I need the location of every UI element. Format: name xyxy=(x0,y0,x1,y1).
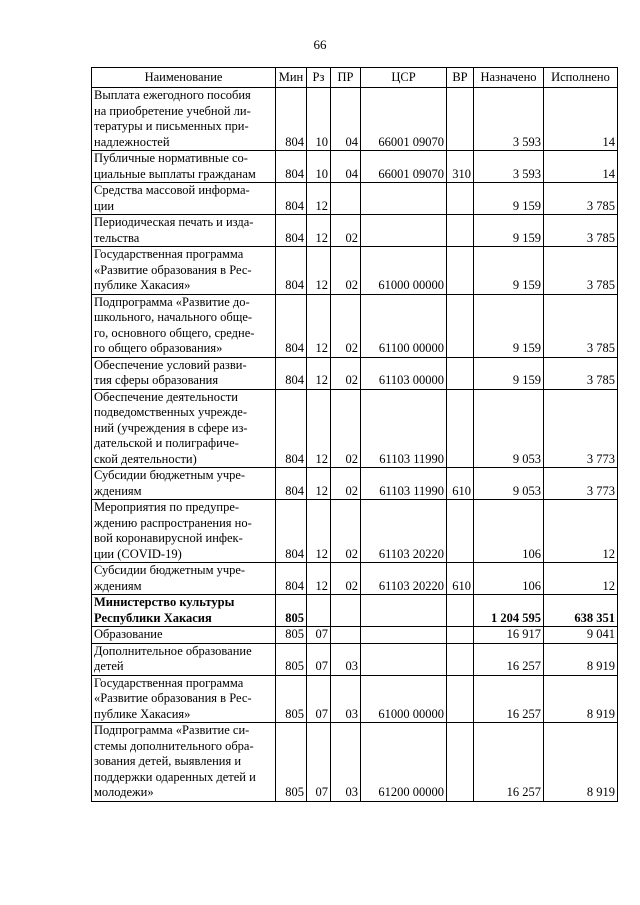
cell-csr: 61103 20220 xyxy=(361,500,447,563)
cell-rz xyxy=(307,595,331,627)
table-row xyxy=(92,595,618,627)
cell-pr: 03 xyxy=(331,643,361,675)
table-row xyxy=(92,500,618,563)
cell-pr: 02 xyxy=(331,500,361,563)
cell-min: 805 xyxy=(276,627,307,644)
cell-vr: 610 xyxy=(447,468,474,500)
cell-rz: 12 xyxy=(307,563,331,595)
cell-name: Обеспечение условий разви- тия сферы образования xyxy=(92,357,276,389)
cell-vr xyxy=(447,88,474,151)
cell-name: Подпрограмма «Развитие до- школьного, начального обще- го, основного общего, средне- го общего образования» xyxy=(92,294,276,357)
cell-csr: 61103 00000 xyxy=(361,357,447,389)
cell-name: Министерство культуры Республики Хакасия xyxy=(92,595,276,627)
table-row xyxy=(92,627,618,644)
column-header-name: Наименование xyxy=(92,68,276,88)
cell-name: Периодическая печать и изда- тельства xyxy=(92,215,276,247)
cell-name: Обеспечение деятельности подведомственных учрежде- ний (учреждения в сфере из- дательской и полиграфиче- ской деятельности) xyxy=(92,389,276,468)
cell-csr: 66001 09070 xyxy=(361,151,447,183)
cell-assigned: 3 593 xyxy=(474,151,544,183)
column-header-executed: Исполнено xyxy=(544,68,618,88)
cell-pr xyxy=(331,627,361,644)
column-header-pr: ПР xyxy=(331,68,361,88)
cell-csr: 61000 00000 xyxy=(361,675,447,723)
cell-vr xyxy=(447,595,474,627)
cell-assigned: 106 xyxy=(474,563,544,595)
cell-pr: 02 xyxy=(331,468,361,500)
cell-executed: 8 919 xyxy=(544,723,618,802)
cell-vr xyxy=(447,247,474,295)
cell-csr xyxy=(361,643,447,675)
cell-pr: 02 xyxy=(331,357,361,389)
cell-executed: 3 773 xyxy=(544,468,618,500)
cell-vr xyxy=(447,723,474,802)
table-row xyxy=(92,247,618,295)
table-row xyxy=(92,151,618,183)
cell-executed: 12 xyxy=(544,500,618,563)
column-header-rz: Рз xyxy=(307,68,331,88)
cell-min: 805 xyxy=(276,675,307,723)
table-row xyxy=(92,294,618,357)
cell-name: Государственная программа «Развитие образования в Рес- публике Хакасия» xyxy=(92,247,276,295)
cell-min: 804 xyxy=(276,357,307,389)
cell-min: 804 xyxy=(276,247,307,295)
cell-pr: 03 xyxy=(331,675,361,723)
cell-csr xyxy=(361,183,447,215)
cell-vr: 310 xyxy=(447,151,474,183)
cell-min: 804 xyxy=(276,151,307,183)
cell-csr: 66001 09070 xyxy=(361,88,447,151)
cell-pr xyxy=(331,595,361,627)
cell-name: Государственная программа «Развитие образования в Рес- публике Хакасия» xyxy=(92,675,276,723)
cell-assigned: 9 159 xyxy=(474,215,544,247)
cell-pr: 02 xyxy=(331,294,361,357)
cell-vr xyxy=(447,357,474,389)
cell-assigned: 16 257 xyxy=(474,723,544,802)
cell-vr xyxy=(447,643,474,675)
page-number: 66 xyxy=(313,37,327,52)
cell-executed: 14 xyxy=(544,88,618,151)
cell-csr: 61000 00000 xyxy=(361,247,447,295)
cell-min: 804 xyxy=(276,563,307,595)
cell-name: Субсидии бюджетным учре- ждениям xyxy=(92,468,276,500)
cell-name: Выплата ежегодного пособия на приобретение учебной ли- тературы и письменных при- надлежностей xyxy=(92,88,276,151)
cell-min: 804 xyxy=(276,500,307,563)
cell-executed: 3 785 xyxy=(544,294,618,357)
cell-rz: 10 xyxy=(307,151,331,183)
table-row xyxy=(92,563,618,595)
cell-executed: 12 xyxy=(544,563,618,595)
budget-table xyxy=(91,67,618,802)
cell-csr: 61103 11990 xyxy=(361,389,447,468)
header-row xyxy=(92,68,618,88)
cell-executed: 8 919 xyxy=(544,675,618,723)
cell-executed: 3 785 xyxy=(544,183,618,215)
cell-csr xyxy=(361,595,447,627)
cell-pr: 02 xyxy=(331,563,361,595)
cell-rz: 10 xyxy=(307,88,331,151)
table-row xyxy=(92,357,618,389)
cell-min: 804 xyxy=(276,183,307,215)
cell-pr: 02 xyxy=(331,247,361,295)
cell-rz: 12 xyxy=(307,215,331,247)
cell-rz: 07 xyxy=(307,723,331,802)
cell-executed: 8 919 xyxy=(544,643,618,675)
cell-vr xyxy=(447,215,474,247)
cell-rz: 12 xyxy=(307,247,331,295)
cell-assigned: 9 159 xyxy=(474,247,544,295)
cell-pr: 03 xyxy=(331,723,361,802)
cell-executed: 3 785 xyxy=(544,247,618,295)
cell-min: 804 xyxy=(276,468,307,500)
cell-rz: 12 xyxy=(307,183,331,215)
cell-name: Субсидии бюджетным учре- ждениям xyxy=(92,563,276,595)
cell-assigned: 1 204 595 xyxy=(474,595,544,627)
cell-min: 804 xyxy=(276,215,307,247)
table-row xyxy=(92,643,618,675)
cell-pr: 02 xyxy=(331,215,361,247)
cell-name: Публичные нормативные со- циальные выплаты гражданам xyxy=(92,151,276,183)
cell-executed: 3 785 xyxy=(544,357,618,389)
cell-rz: 12 xyxy=(307,294,331,357)
cell-executed: 3 785 xyxy=(544,215,618,247)
cell-assigned: 9 159 xyxy=(474,294,544,357)
cell-csr: 61103 20220 xyxy=(361,563,447,595)
cell-vr xyxy=(447,627,474,644)
cell-executed: 638 351 xyxy=(544,595,618,627)
cell-min: 805 xyxy=(276,643,307,675)
cell-min: 804 xyxy=(276,294,307,357)
cell-pr: 04 xyxy=(331,88,361,151)
table-row xyxy=(92,215,618,247)
cell-csr xyxy=(361,627,447,644)
cell-assigned: 9 159 xyxy=(474,183,544,215)
cell-executed: 14 xyxy=(544,151,618,183)
cell-vr xyxy=(447,183,474,215)
table-row xyxy=(92,183,618,215)
cell-rz: 07 xyxy=(307,627,331,644)
column-header-min: Мин xyxy=(276,68,307,88)
cell-csr xyxy=(361,215,447,247)
cell-min: 805 xyxy=(276,595,307,627)
cell-assigned: 16 917 xyxy=(474,627,544,644)
column-header-vr: ВР xyxy=(447,68,474,88)
cell-pr xyxy=(331,183,361,215)
table-row xyxy=(92,389,618,468)
cell-executed: 9 041 xyxy=(544,627,618,644)
table-row xyxy=(92,88,618,151)
cell-rz: 12 xyxy=(307,389,331,468)
cell-name: Средства массовой информа- ции xyxy=(92,183,276,215)
cell-assigned: 16 257 xyxy=(474,643,544,675)
cell-csr: 61100 00000 xyxy=(361,294,447,357)
cell-name: Мероприятия по предупре- ждению распространения но- вой коронавирусной инфек- ции (COVID-19) xyxy=(92,500,276,563)
cell-min: 804 xyxy=(276,389,307,468)
cell-vr xyxy=(447,389,474,468)
cell-rz: 07 xyxy=(307,643,331,675)
column-header-assigned: Назначено xyxy=(474,68,544,88)
cell-vr xyxy=(447,294,474,357)
cell-assigned: 9 053 xyxy=(474,389,544,468)
cell-min: 805 xyxy=(276,723,307,802)
cell-rz: 12 xyxy=(307,357,331,389)
column-header-csr: ЦСР xyxy=(361,68,447,88)
table-row xyxy=(92,723,618,802)
cell-pr: 02 xyxy=(331,389,361,468)
table-row xyxy=(92,468,618,500)
table-row xyxy=(92,675,618,723)
cell-assigned: 16 257 xyxy=(474,675,544,723)
cell-name: Дополнительное образование детей xyxy=(92,643,276,675)
cell-rz: 07 xyxy=(307,675,331,723)
cell-vr xyxy=(447,500,474,563)
cell-assigned: 3 593 xyxy=(474,88,544,151)
cell-assigned: 9 053 xyxy=(474,468,544,500)
cell-name: Подпрограмма «Развитие си- стемы дополнительного обра- зования детей, выявления и поддержки одаренных детей и молодежи» xyxy=(92,723,276,802)
cell-assigned: 106 xyxy=(474,500,544,563)
cell-csr: 61103 11990 xyxy=(361,468,447,500)
cell-assigned: 9 159 xyxy=(474,357,544,389)
cell-name: Образование xyxy=(92,627,276,644)
cell-rz: 12 xyxy=(307,500,331,563)
cell-vr: 610 xyxy=(447,563,474,595)
cell-csr: 61200 00000 xyxy=(361,723,447,802)
cell-min: 804 xyxy=(276,88,307,151)
cell-vr xyxy=(447,675,474,723)
cell-pr: 04 xyxy=(331,151,361,183)
cell-executed: 3 773 xyxy=(544,389,618,468)
cell-rz: 12 xyxy=(307,468,331,500)
